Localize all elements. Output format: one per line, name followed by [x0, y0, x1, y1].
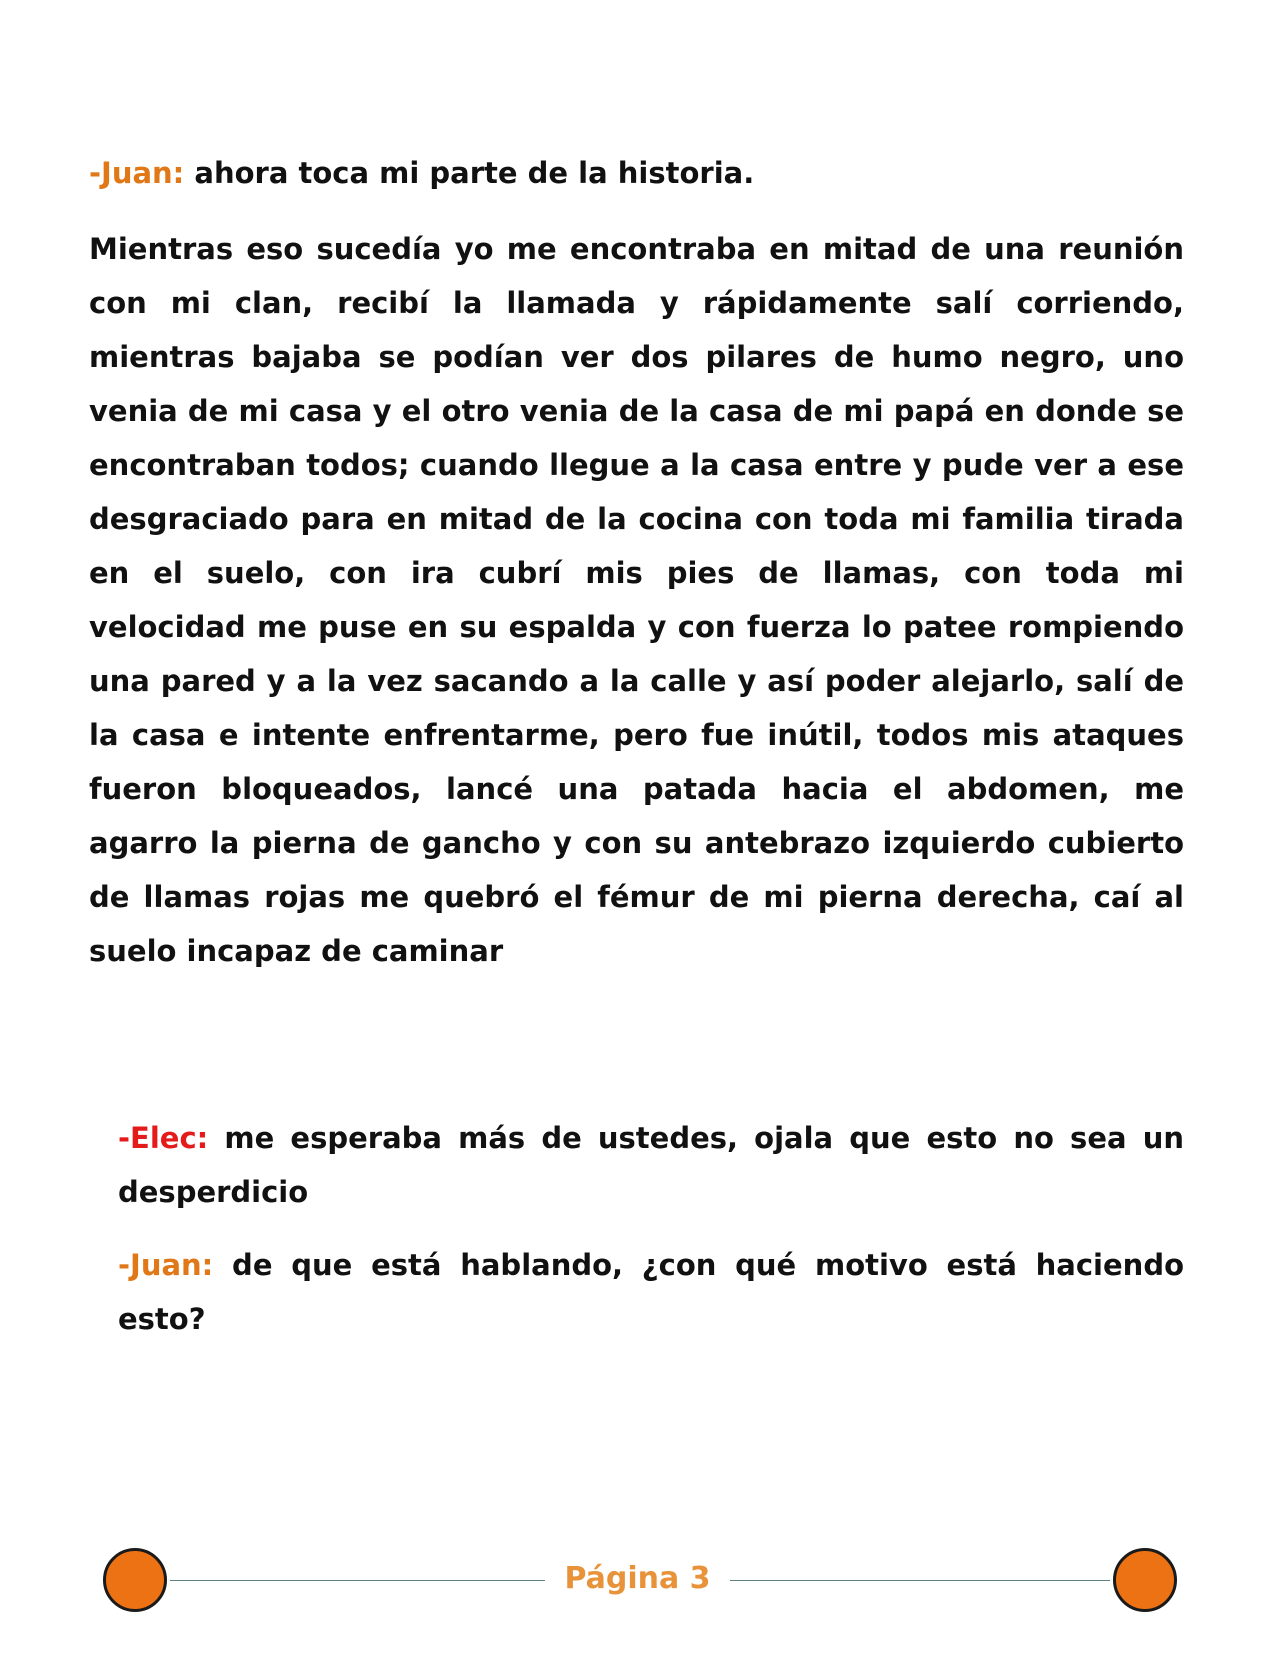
intro-line — [89, 146, 1184, 200]
speaker-juan-label: -Juan: — [118, 1248, 214, 1282]
page-number: Página 3 — [564, 1561, 711, 1596]
footer-divider-left — [170, 1580, 545, 1581]
speaker-elec-label: -Elec: — [118, 1121, 209, 1155]
dialogue-line-juan — [118, 1238, 1184, 1346]
dialogue-line-elec — [118, 1111, 1184, 1219]
intro-text: ahora toca mi parte de la historia. — [184, 156, 755, 190]
footer-circle-left-icon — [103, 1548, 167, 1612]
dialogue-text: de que está hablando, ¿con qué motivo está haciendo esto? — [118, 1248, 1184, 1336]
speaker-juan-label: -Juan: — [89, 156, 185, 190]
narrative-paragraph: Mientras eso sucedía yo me encontraba en mitad de una reunión con mi clan, recibí la llamada y rápidamente salí corriendo, mientras bajaba se podían ver dos pilares de humo negro, uno venia de mi casa y el otro venia de la casa de mi papá en donde se encontraban todos; cuando llegue a la casa entre y pude ver a ese desgraciado para en mitad de la cocina con toda mi familia tirada en el suelo, con ira cubrí mis pies de llamas, con toda mi velocidad me puse en su espalda y con fuerza lo patee rompiendo una pared y a la vez sacando a la calle y así poder alejarlo, salí de la casa e intente enfrentarme, pero fue inútil, todos mis ataques fueron bloqueados, lancé una patada hacia el abdomen, me agarro la pierna de gancho y con su antebrazo izquierdo cubierto de llamas rojas me quebró el fémur de mi pierna derecha, caí al suelo incapaz de caminar — [89, 232, 1184, 968]
footer-divider-right — [730, 1580, 1110, 1581]
dialogue-text: me esperaba más de ustedes, ojala que esto no sea un desperdicio — [118, 1121, 1184, 1209]
footer-circle-right-icon — [1113, 1548, 1177, 1612]
page-footer — [0, 1540, 1280, 1620]
